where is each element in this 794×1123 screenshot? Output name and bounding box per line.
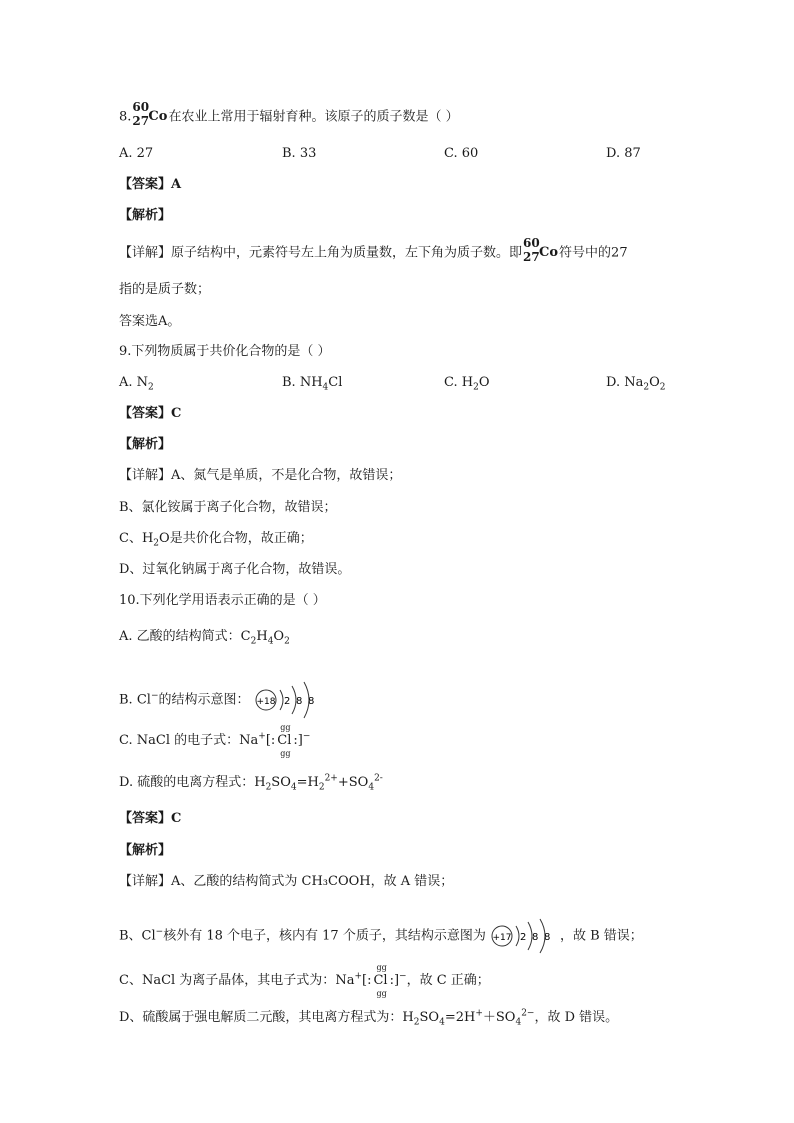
q9-detail-b: B、氯化铵属于离子化合物，故错误； [119, 500, 337, 515]
chlorine-electron-dots: gg Cl gg [373, 963, 388, 998]
q10-option-a: A. 乙酸的结构简式：$C_2H_4O_2$ [119, 629, 290, 647]
q8-option-b: B. 33 [282, 146, 317, 161]
q10-option-c: C. NaCl 的电子式：Na+[: gg Cl gg :]− [119, 723, 311, 758]
shell-count-3: 8 [307, 696, 315, 707]
q9-stem: 9.下列物质属于共价化合物的是（ ） [119, 344, 331, 359]
chloride-ion-structure-diagram-explanation [490, 918, 560, 954]
shell-count-3: 8 [543, 932, 551, 943]
q9-analysis: 【解析】 [119, 437, 172, 452]
q10-detail-a: 【详解】A、乙酸的结构简式为 CH₃COOH，故 A 错误； [119, 874, 454, 889]
q8-stem: 8. 60 27 Co在农业上常用于辐射育种。该原子的质子数是（ ） [119, 100, 459, 128]
shell-count-2: 8 [295, 696, 303, 707]
q8-detail-1: 【详解】原子结构中，元素符号左上角为质量数，左下角为质子数。即 60 27 Co符号中的27 [119, 236, 628, 264]
q9-option-b: B. $NH_4Cl$ [282, 375, 343, 393]
q8-detail-3: 答案选A。 [119, 314, 181, 329]
q9-option-d: D. $Na_2O_2$ [606, 375, 666, 393]
q8-analysis: 【解析】 [119, 208, 172, 223]
q9-option-a: A. $N_2$ [119, 375, 154, 393]
shell-arc-1 [516, 926, 519, 946]
q8-option-d: D. 87 [606, 146, 641, 161]
q9-answer: 【答案】C [119, 406, 182, 421]
cobalt-nuclide-inline: 60 27 Co [523, 236, 559, 264]
q10-option-b: B. Cl−的结构示意图： +18 2 8 8 [119, 680, 324, 720]
q10-detail-b: B、Cl−核外有 18 个电子，核内有 17 个质子，其结构示意图为 +17 2 8 8 ，故 B 错误； [119, 918, 643, 954]
cobalt-nuclide: 60 27 Co [132, 100, 168, 128]
q10-detail-d: D、硫酸属于强电解质二元酸，其电离方程式为：$H_2SO_4=2H^++SO_4^{2-}$，故 D 错误。 [119, 1008, 619, 1028]
shell-count-2: 8 [531, 932, 539, 943]
chloride-ion-structure-diagram [254, 680, 324, 720]
q8-detail-2: 指的是质子数； [119, 282, 211, 297]
nucleus-charge: +17 [492, 933, 512, 943]
q8-option-c: C. 60 [444, 146, 479, 161]
nucleus-charge: +18 [256, 697, 276, 707]
q10-detail-c: C、NaCl 为离子晶体，其电子式为：Na+[: gg Cl gg :]−，故 C 正确； [119, 963, 490, 998]
q10-analysis: 【解析】 [119, 843, 172, 858]
q8-option-a: A. 27 [119, 146, 154, 161]
shell-count-1: 2 [283, 696, 291, 707]
shell-count-1: 2 [519, 932, 527, 943]
q9-detail-c: C、$H_2O$是共价化合物，故正确； [119, 531, 313, 549]
chlorine-electron-dots: gg Cl gg [277, 723, 292, 758]
q9-detail-a: 【详解】A、氮气是单质，不是化合物，故错误； [119, 468, 402, 483]
q10-answer: 【答案】C [119, 811, 182, 826]
q10-stem: 10.下列化学用语表示正确的是（ ） [119, 593, 326, 608]
q9-option-c: C. $H_2O$ [444, 375, 490, 393]
shell-arc-1 [280, 690, 283, 710]
q8-answer: 【答案】A [119, 177, 182, 192]
q10-option-d: D. 硫酸的电离方程式：$H_2SO_4=H_2^{2+}+SO_4^{2-}$ [119, 773, 383, 793]
q9-detail-d: D、过氧化钠属于离子化合物，故错误。 [119, 562, 351, 577]
